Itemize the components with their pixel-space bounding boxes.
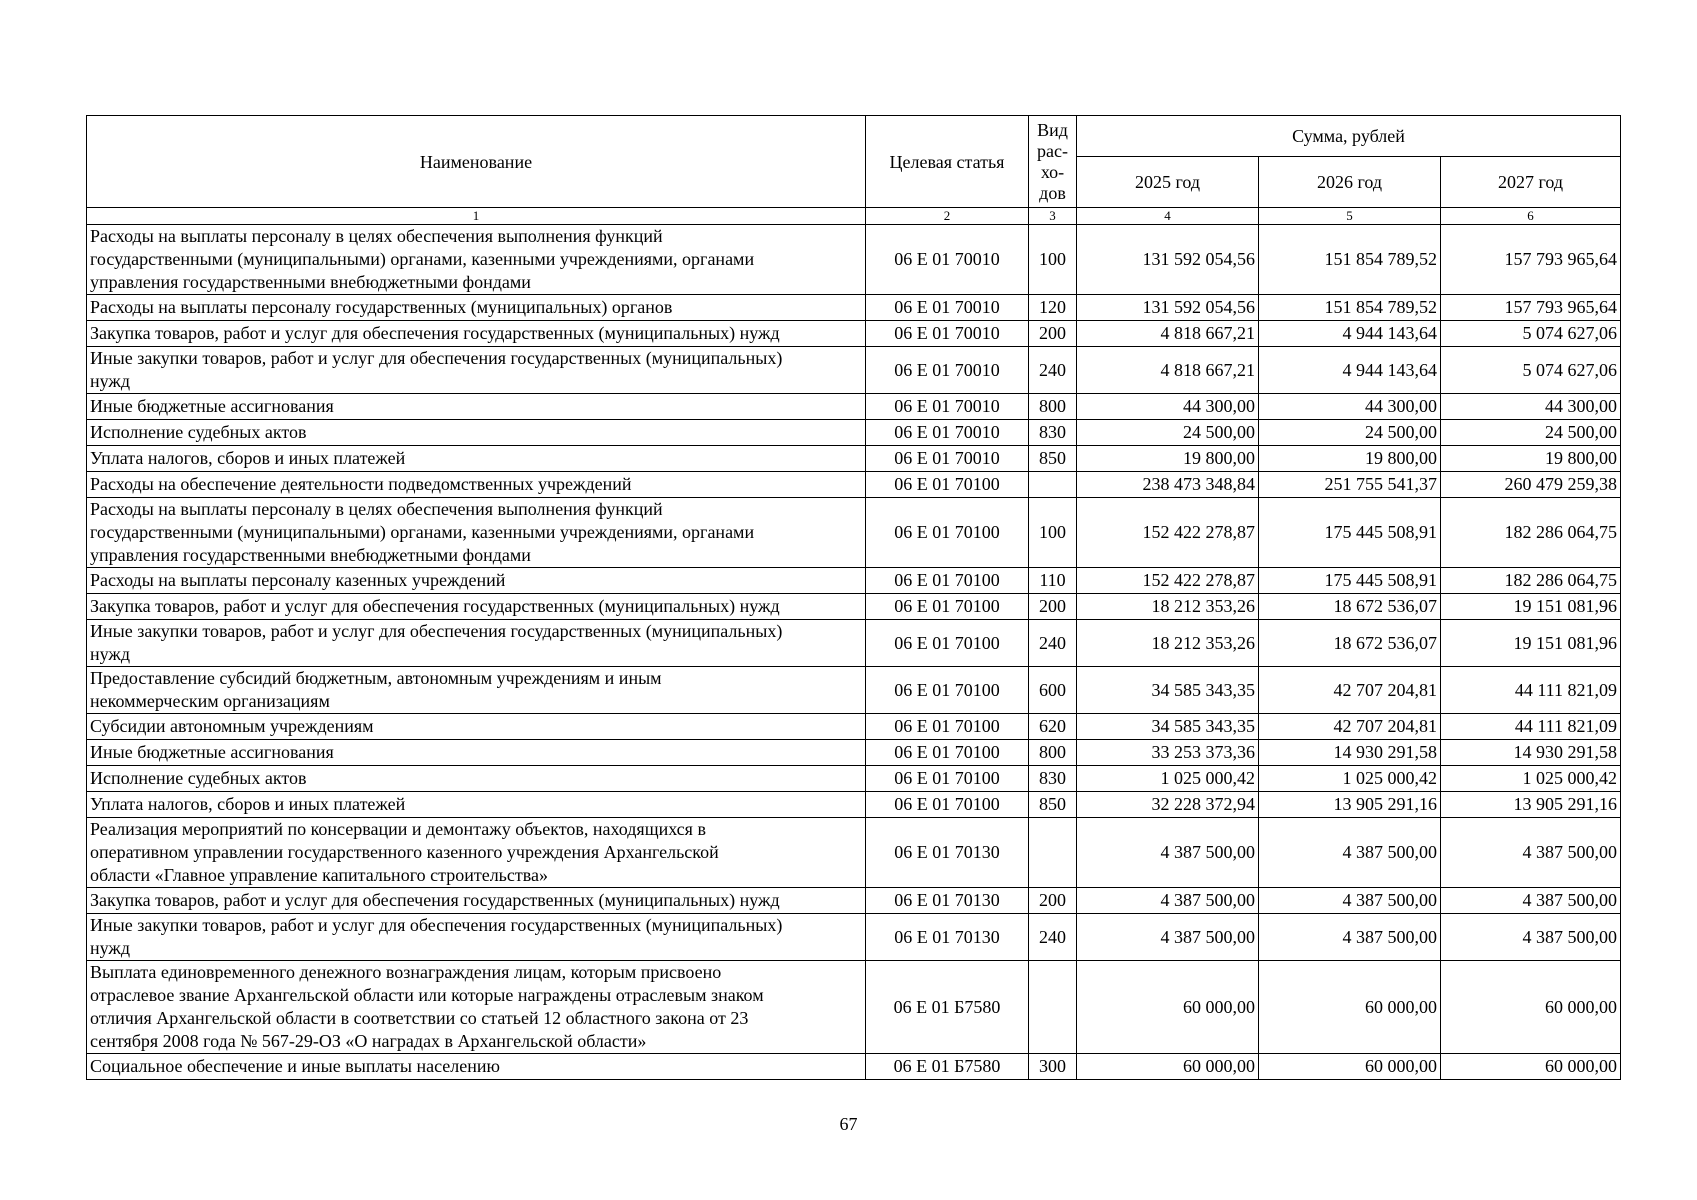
row-name-line: нужд	[90, 371, 130, 391]
row-name	[87, 594, 866, 620]
row-expense-kind: 200	[1029, 321, 1077, 347]
table-row	[87, 594, 1621, 620]
row-name-line: государственными (муниципальными) органами, казенными учреждениями, органами	[90, 522, 755, 542]
row-amount-2025: 60 000,00	[1077, 961, 1259, 1054]
row-expense-kind: 200	[1029, 594, 1077, 620]
row-amount-2027: 182 286 064,75	[1441, 498, 1621, 568]
row-target-article: 06 Е 01 70100	[866, 594, 1029, 620]
row-target-article: 06 Е 01 70130	[866, 914, 1029, 961]
row-amount-2027: 13 905 291,16	[1441, 792, 1621, 818]
row-amount-2025: 18 212 353,26	[1077, 594, 1259, 620]
column-number: 4	[1077, 208, 1259, 225]
table-body	[87, 225, 1621, 1080]
row-name-line: Расходы на обеспечение деятельности подведомственных учреждений	[90, 474, 632, 494]
row-name-line: Иные закупки товаров, работ и услуг для обеспечения государственных (муниципальных)	[90, 915, 783, 935]
row-name-line: Предоставление субсидий бюджетным, автономным учреждениям и иным	[90, 668, 662, 688]
row-amount-2027: 14 930 291,58	[1441, 740, 1621, 766]
row-target-article: 06 Е 01 70100	[866, 792, 1029, 818]
header-year-2025: 2025 год	[1077, 157, 1259, 208]
row-target-article: 06 Е 01 70100	[866, 766, 1029, 792]
row-amount-2025: 33 253 373,36	[1077, 740, 1259, 766]
row-target-article: 06 Е 01 70100	[866, 714, 1029, 740]
row-expense-kind: 100	[1029, 225, 1077, 295]
row-name	[87, 295, 866, 321]
table-row	[87, 792, 1621, 818]
table-row	[87, 295, 1621, 321]
row-amount-2025: 131 592 054,56	[1077, 295, 1259, 321]
row-name	[87, 740, 866, 766]
row-name-line: Иные бюджетные ассигнования	[90, 396, 334, 416]
row-amount-2026: 175 445 508,91	[1259, 498, 1441, 568]
row-amount-2026: 42 707 204,81	[1259, 667, 1441, 714]
row-name-line: Иные закупки товаров, работ и услуг для обеспечения государственных (муниципальных)	[90, 348, 783, 368]
row-expense-kind: 830	[1029, 420, 1077, 446]
row-name-line: Закупка товаров, работ и услуг для обеспечения государственных (муниципальных) нужд	[90, 323, 780, 343]
row-amount-2026: 14 930 291,58	[1259, 740, 1441, 766]
header-year-2027: 2027 год	[1441, 157, 1621, 208]
row-target-article: 06 Е 01 70010	[866, 347, 1029, 394]
row-amount-2026: 151 854 789,52	[1259, 295, 1441, 321]
row-amount-2026: 24 500,00	[1259, 420, 1441, 446]
table-row	[87, 620, 1621, 667]
row-name	[87, 568, 866, 594]
row-name-line: сентября 2008 года № 567-29-ОЗ «О наградах в Архангельской области»	[90, 1031, 647, 1051]
row-name-line: нужд	[90, 938, 130, 958]
row-amount-2026: 60 000,00	[1259, 1054, 1441, 1080]
header-expense-kind: Вид рас- хо- дов	[1029, 116, 1077, 208]
row-amount-2025: 4 387 500,00	[1077, 818, 1259, 888]
row-amount-2025: 4 818 667,21	[1077, 321, 1259, 347]
row-name	[87, 914, 866, 961]
row-target-article: 06 Е 01 70130	[866, 888, 1029, 914]
row-amount-2027: 4 387 500,00	[1441, 818, 1621, 888]
row-amount-2026: 175 445 508,91	[1259, 568, 1441, 594]
row-amount-2027: 44 300,00	[1441, 394, 1621, 420]
table-row	[87, 446, 1621, 472]
row-name	[87, 792, 866, 818]
row-amount-2027: 19 151 081,96	[1441, 620, 1621, 667]
row-name-line: нужд	[90, 644, 130, 664]
row-name-line: Исполнение судебных актов	[90, 422, 307, 442]
row-target-article: 06 Е 01 70100	[866, 498, 1029, 568]
table-row	[87, 766, 1621, 792]
budget-table	[86, 115, 1621, 1080]
row-amount-2026: 18 672 536,07	[1259, 620, 1441, 667]
row-target-article: 06 Е 01 70130	[866, 818, 1029, 888]
row-amount-2027: 60 000,00	[1441, 961, 1621, 1054]
row-name-line: области «Главное управление капитального строительства»	[90, 865, 548, 885]
row-amount-2027: 5 074 627,06	[1441, 321, 1621, 347]
row-expense-kind: 200	[1029, 888, 1077, 914]
row-target-article: 06 Е 01 70100	[866, 568, 1029, 594]
column-number: 6	[1441, 208, 1621, 225]
table-row	[87, 961, 1621, 1054]
row-name-line: управления государственными внебюджетными фондами	[90, 272, 531, 292]
row-name-line: оперативном управлении государственного казенного учреждения Архангельской	[90, 842, 719, 862]
table-row	[87, 818, 1621, 888]
row-target-article: 06 Е 01 70010	[866, 394, 1029, 420]
row-expense-kind: 300	[1029, 1054, 1077, 1080]
row-amount-2026: 4 387 500,00	[1259, 888, 1441, 914]
column-number-row	[87, 208, 1621, 225]
row-amount-2026: 19 800,00	[1259, 446, 1441, 472]
row-name-line: некоммерческим организациям	[90, 691, 330, 711]
row-amount-2025: 19 800,00	[1077, 446, 1259, 472]
row-amount-2027: 24 500,00	[1441, 420, 1621, 446]
header-target-article: Целевая статья	[866, 116, 1029, 208]
row-name-line: отраслевое звание Архангельской области или которые награждены отраслевым знаком	[90, 985, 764, 1005]
table-row	[87, 347, 1621, 394]
row-name-line: Социальное обеспечение и иные выплаты населению	[90, 1056, 500, 1076]
column-number: 1	[87, 208, 866, 225]
row-amount-2027: 182 286 064,75	[1441, 568, 1621, 594]
row-expense-kind	[1029, 961, 1077, 1054]
row-amount-2027: 19 151 081,96	[1441, 594, 1621, 620]
row-amount-2025: 4 818 667,21	[1077, 347, 1259, 394]
column-number: 3	[1029, 208, 1077, 225]
row-name-line: Уплата налогов, сборов и иных платежей	[90, 794, 406, 814]
row-target-article: 06 Е 01 70100	[866, 667, 1029, 714]
row-amount-2027: 157 793 965,64	[1441, 295, 1621, 321]
row-amount-2027: 4 387 500,00	[1441, 888, 1621, 914]
row-amount-2025: 24 500,00	[1077, 420, 1259, 446]
row-amount-2026: 13 905 291,16	[1259, 792, 1441, 818]
row-amount-2025: 34 585 343,35	[1077, 667, 1259, 714]
row-expense-kind: 830	[1029, 766, 1077, 792]
row-expense-kind: 620	[1029, 714, 1077, 740]
row-name	[87, 472, 866, 498]
row-name-line: Расходы на выплаты персоналу в целях обеспечения выполнения функций	[90, 499, 663, 519]
row-amount-2027: 157 793 965,64	[1441, 225, 1621, 295]
table-row	[87, 472, 1621, 498]
table-row	[87, 420, 1621, 446]
table-row	[87, 1054, 1621, 1080]
row-amount-2025: 4 387 500,00	[1077, 888, 1259, 914]
column-number: 5	[1259, 208, 1441, 225]
row-name-line: Закупка товаров, работ и услуг для обеспечения государственных (муниципальных) нужд	[90, 596, 780, 616]
row-expense-kind: 110	[1029, 568, 1077, 594]
row-amount-2026: 1 025 000,42	[1259, 766, 1441, 792]
row-name-line: Расходы на выплаты персоналу в целях обеспечения выполнения функций	[90, 226, 663, 246]
row-amount-2026: 251 755 541,37	[1259, 472, 1441, 498]
row-name-line: Уплата налогов, сборов и иных платежей	[90, 448, 406, 468]
row-amount-2026: 151 854 789,52	[1259, 225, 1441, 295]
row-target-article: 06 Е 01 70100	[866, 620, 1029, 667]
row-name	[87, 420, 866, 446]
table-row	[87, 714, 1621, 740]
row-amount-2027: 4 387 500,00	[1441, 914, 1621, 961]
header-sum: Сумма, рублей	[1077, 116, 1621, 157]
table-row	[87, 667, 1621, 714]
table-row	[87, 498, 1621, 568]
row-expense-kind	[1029, 818, 1077, 888]
row-amount-2027: 260 479 259,38	[1441, 472, 1621, 498]
row-amount-2025: 238 473 348,84	[1077, 472, 1259, 498]
row-name	[87, 961, 866, 1054]
row-amount-2025: 32 228 372,94	[1077, 792, 1259, 818]
row-amount-2026: 4 944 143,64	[1259, 347, 1441, 394]
row-name-line: Выплата единовременного денежного вознаграждения лицам, которым присвоено	[90, 962, 722, 982]
row-amount-2025: 18 212 353,26	[1077, 620, 1259, 667]
row-expense-kind: 600	[1029, 667, 1077, 714]
row-name	[87, 888, 866, 914]
row-amount-2025: 152 422 278,87	[1077, 498, 1259, 568]
row-name-line: Расходы на выплаты персоналу казенных учреждений	[90, 570, 506, 590]
row-amount-2025: 34 585 343,35	[1077, 714, 1259, 740]
row-name	[87, 714, 866, 740]
row-name-line: Иные закупки товаров, работ и услуг для обеспечения государственных (муниципальных)	[90, 621, 783, 641]
table-row	[87, 888, 1621, 914]
row-name	[87, 347, 866, 394]
header-year-2026: 2026 год	[1259, 157, 1441, 208]
table-row	[87, 394, 1621, 420]
row-amount-2025: 4 387 500,00	[1077, 914, 1259, 961]
row-expense-kind: 100	[1029, 498, 1077, 568]
row-name	[87, 321, 866, 347]
row-name-line: Иные бюджетные ассигнования	[90, 742, 334, 762]
row-expense-kind	[1029, 472, 1077, 498]
row-amount-2025: 44 300,00	[1077, 394, 1259, 420]
row-name-line: управления государственными внебюджетными фондами	[90, 545, 531, 565]
row-target-article: 06 Е 01 70010	[866, 225, 1029, 295]
table-row	[87, 740, 1621, 766]
row-target-article: 06 Е 01 70010	[866, 420, 1029, 446]
row-name	[87, 766, 866, 792]
row-amount-2026: 4 387 500,00	[1259, 914, 1441, 961]
row-name-line: Расходы на выплаты персоналу государственных (муниципальных) органов	[90, 297, 673, 317]
table-row	[87, 321, 1621, 347]
row-name-line: Реализация мероприятий по консервации и демонтажу объектов, находящихся в	[90, 819, 706, 839]
row-amount-2026: 4 944 143,64	[1259, 321, 1441, 347]
row-expense-kind: 120	[1029, 295, 1077, 321]
column-number: 2	[866, 208, 1029, 225]
table-row	[87, 568, 1621, 594]
row-amount-2025: 152 422 278,87	[1077, 568, 1259, 594]
row-name	[87, 498, 866, 568]
row-amount-2027: 1 025 000,42	[1441, 766, 1621, 792]
row-target-article: 06 Е 01 70010	[866, 295, 1029, 321]
header-name: Наименование	[87, 116, 866, 208]
row-amount-2027: 44 111 821,09	[1441, 714, 1621, 740]
row-amount-2027: 60 000,00	[1441, 1054, 1621, 1080]
row-amount-2027: 19 800,00	[1441, 446, 1621, 472]
row-amount-2025: 1 025 000,42	[1077, 766, 1259, 792]
row-name-line: Исполнение судебных актов	[90, 768, 307, 788]
row-expense-kind: 800	[1029, 740, 1077, 766]
row-name-line: государственными (муниципальными) органами, казенными учреждениями, органами	[90, 249, 755, 269]
row-expense-kind: 850	[1029, 792, 1077, 818]
table-row	[87, 914, 1621, 961]
page-number: 67	[839, 1114, 858, 1134]
row-name	[87, 818, 866, 888]
row-name	[87, 446, 866, 472]
row-name	[87, 394, 866, 420]
row-expense-kind: 240	[1029, 347, 1077, 394]
row-expense-kind: 240	[1029, 914, 1077, 961]
row-target-article: 06 Е 01 70010	[866, 446, 1029, 472]
row-name	[87, 225, 866, 295]
row-amount-2026: 4 387 500,00	[1259, 818, 1441, 888]
row-amount-2027: 44 111 821,09	[1441, 667, 1621, 714]
row-expense-kind: 240	[1029, 620, 1077, 667]
row-amount-2026: 44 300,00	[1259, 394, 1441, 420]
row-amount-2026: 18 672 536,07	[1259, 594, 1441, 620]
row-name	[87, 620, 866, 667]
row-target-article: 06 Е 01 70100	[866, 740, 1029, 766]
row-name	[87, 667, 866, 714]
row-name-line: Закупка товаров, работ и услуг для обеспечения государственных (муниципальных) нужд	[90, 890, 780, 910]
row-target-article: 06 Е 01 70010	[866, 321, 1029, 347]
row-name	[87, 1054, 866, 1080]
row-amount-2025: 131 592 054,56	[1077, 225, 1259, 295]
table-row	[87, 225, 1621, 295]
row-amount-2026: 60 000,00	[1259, 961, 1441, 1054]
row-amount-2025: 60 000,00	[1077, 1054, 1259, 1080]
row-expense-kind: 800	[1029, 394, 1077, 420]
row-target-article: 06 Е 01 Б7580	[866, 1054, 1029, 1080]
row-amount-2027: 5 074 627,06	[1441, 347, 1621, 394]
budget-table-sheet	[86, 115, 1620, 1080]
row-target-article: 06 Е 01 Б7580	[866, 961, 1029, 1054]
row-name-line: отличия Архангельской области в соответствии со статьей 12 областного закона от 23	[90, 1008, 749, 1028]
row-name-line: Субсидии автономным учреждениям	[90, 716, 374, 736]
row-amount-2026: 42 707 204,81	[1259, 714, 1441, 740]
row-expense-kind: 850	[1029, 446, 1077, 472]
row-target-article: 06 Е 01 70100	[866, 472, 1029, 498]
